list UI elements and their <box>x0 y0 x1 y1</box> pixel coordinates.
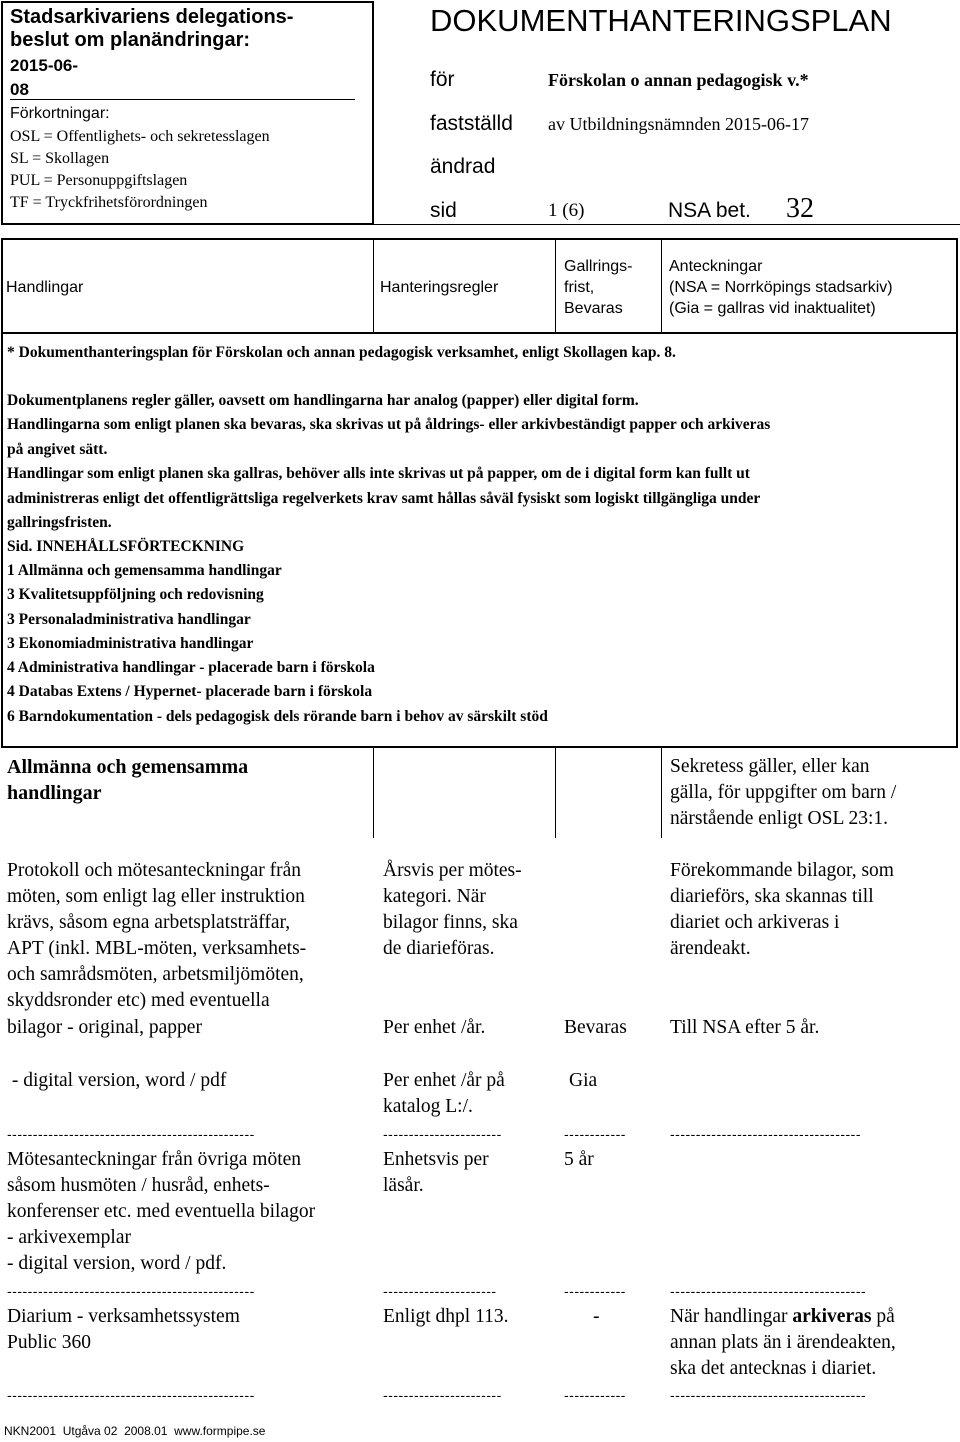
row4-regel: Enligt dhpl 113. <box>383 1306 509 1327</box>
dash-separator: ----------------------- <box>383 1126 502 1142</box>
col-gallring-line3: Bevaras <box>564 300 623 317</box>
row1-handling-line: APT (inkl. MBL-möten, verksamhets- <box>7 938 307 959</box>
row1-regel-per-enhet: Per enhet /år. <box>383 1017 486 1038</box>
section-note-line2: gälla, för uppgifter om barn / <box>670 782 897 803</box>
row4-handling-line: Public 360 <box>7 1332 91 1353</box>
row4-ant-line1 <box>670 1304 895 1330</box>
row1-regel-line: de diarieföras. <box>383 938 495 959</box>
document-title: DOKUMENTHANTERINGSPLAN <box>430 3 892 38</box>
col-hanteringsregler: Hanteringsregler <box>380 279 499 296</box>
row1-regel-line: kategori. När <box>383 886 486 907</box>
row3-handling-line: - digital version, word / pdf. <box>7 1253 227 1274</box>
row1-ant-line: diarieförs, ska skannas till <box>670 886 874 907</box>
col-gallring-line1: Gallrings- <box>564 258 633 275</box>
row1-ant-line: ärendeakt. <box>670 938 751 959</box>
row3-handling-line: konferenser etc. med eventuella bilagor <box>7 1201 316 1222</box>
row1-handling-line: möten, som enligt lag eller instruktion <box>7 886 305 907</box>
row3-handling-line: Mötesanteckningar från övriga möten <box>7 1149 302 1170</box>
delegation-title-line1: Stadsarkivariens delegations- <box>10 6 294 28</box>
row3-regel-line: läsår. <box>383 1175 424 1196</box>
row1-handling-line: och samrådsmöten, arbetsmiljömöten, <box>7 964 304 985</box>
section-note-line1: Sekretess gäller, eller kan <box>670 756 870 777</box>
row3-frist: 5 år <box>564 1149 594 1170</box>
row3-handling-line: - arkivexemplar <box>7 1227 131 1248</box>
nsa-label: NSA bet. <box>668 199 751 222</box>
row2-regel-line: Per enhet /år på <box>383 1070 505 1091</box>
delegation-date-line1: 2015-06- <box>10 56 79 75</box>
row2-frist: Gia <box>569 1070 598 1091</box>
dash-separator: ------------------------------------------------ <box>7 1283 255 1299</box>
row1-regel-line: bilagor finns, ska <box>383 912 518 933</box>
intro-rules: Dokumentplanens regler gäller, oavsett om handlingarna har analog (papper) eller digital form. <box>7 392 639 409</box>
abbr-osl: OSL = Offentlighets- och sekretesslagen <box>10 128 270 145</box>
row1-frist: Bevaras <box>564 1017 627 1038</box>
toc-item: 6 Barndokumentation - dels pedagogisk dels rörande barn i behov av särskilt stöd <box>7 708 548 725</box>
row4-ant-pre: När handlingar <box>670 1306 793 1327</box>
toc-item: 3 Kvalitetsuppföljning och redovisning <box>7 586 264 603</box>
toc-item: 3 Ekonomiadministrativa handlingar <box>7 635 254 652</box>
section-heading-line2: handlingar <box>7 782 102 804</box>
abbreviations-heading: Förkortningar: <box>10 105 110 122</box>
row4-ant-line3: ska det antecknas i diariet. <box>670 1358 877 1379</box>
row1-handling-line: skyddsronder etc) med eventuella <box>7 990 270 1011</box>
row4-handling-line: Diarium - verksamhetssystem <box>7 1306 240 1327</box>
row1-ant-nsa: Till NSA efter 5 år. <box>670 1017 820 1038</box>
faststalld-value: av Utbildningsnämnden 2015-06-17 <box>548 114 809 134</box>
footer-text: NKN2001 Utgåva 02 2008.01 www.formpipe.se <box>4 1424 266 1438</box>
toc-item: 4 Administrativa handlingar - placerade barn i förskola <box>7 659 375 676</box>
intro-scope: * Dokumenthanteringsplan för Förskolan och annan pedagogisk verksamhet, enligt Skollagen kap. 8. <box>7 344 676 361</box>
section-note-line3: närstående enligt OSL 23:1. <box>670 808 889 829</box>
faststalld-label: fastställd <box>430 112 513 135</box>
intro-gallra-line1: Handlingar som enligt planen ska gallras, behöver alls inte skrivas ut på papper, om de i digital form kan fullt ut <box>7 465 750 482</box>
row3-regel-line: Enhetsvis per <box>383 1149 489 1170</box>
row1-regel-line: Årsvis per mötes- <box>383 860 522 881</box>
dash-separator: -------------------------------------- <box>670 1283 867 1299</box>
col-anteckningar-line2: (NSA = Norrköpings stadsarkiv) <box>669 279 893 296</box>
dash-separator: ---------------------- <box>383 1283 497 1299</box>
row1-ant-line: diariet och arkiveras i <box>670 912 840 933</box>
abbr-tf: TF = Tryckfrihetsförordningen <box>10 194 208 211</box>
intro-preserve-line1: Handlingarna som enligt planen ska bevaras, ska skrivas ut på åldrings- eller arkivbeständigt papper och arkiveras <box>7 416 771 433</box>
sid-value: 1 (6) <box>548 200 585 221</box>
row2-handling: - digital version, word / pdf <box>7 1070 227 1091</box>
dash-separator: ------------ <box>564 1126 626 1142</box>
col-anteckningar-line3: (Gia = gallras vid inaktualitet) <box>669 300 876 317</box>
section-heading-line1: Allmänna och gemensamma <box>7 756 249 778</box>
dash-separator: ------------ <box>564 1283 626 1299</box>
nsa-value: 32 <box>786 193 814 224</box>
row1-handling-line: Protokoll och mötesanteckningar från <box>7 860 302 881</box>
row1-handling-line: bilagor - original, papper <box>7 1017 202 1038</box>
col-anteckningar-line1: Anteckningar <box>669 258 763 275</box>
row4-ant-line2: annan plats än i ärendeakten, <box>670 1332 896 1353</box>
delegation-date-line2: 08 <box>10 80 29 99</box>
dash-separator: ------------------------------------------------ <box>7 1387 255 1403</box>
dash-separator: ----------------------- <box>383 1387 502 1403</box>
row2-regel-line: katalog L:/. <box>383 1096 473 1117</box>
toc-item: 3 Personaladministrativa handlingar <box>7 611 251 628</box>
row1-ant-line: Förekommande bilagor, som <box>670 860 894 881</box>
header-bottom-rule <box>373 224 960 225</box>
dash-separator: ------------ <box>564 1387 626 1403</box>
row4-ant-post: på <box>871 1306 895 1327</box>
abbr-sl: SL = Skollagen <box>10 150 110 167</box>
intro-bottom-rule <box>1 746 958 748</box>
row1-handling-line: krävs, såsom egna arbetsplatsträffar, <box>7 912 291 933</box>
dash-separator: ------------------------------------------------ <box>7 1126 255 1142</box>
delegation-title-line2: beslut om planändringar: <box>10 29 251 51</box>
toc-heading: Sid. INNEHÅLLSFÖRTECKNING <box>7 538 245 555</box>
dash-separator: ------------------------------------- <box>670 1126 861 1142</box>
delegation-date-underline <box>10 99 355 100</box>
row4-ant-bold: arkiveras <box>792 1306 872 1327</box>
dash-separator: -------------------------------------- <box>670 1387 867 1403</box>
intro-preserve-line2: på angivet sätt. <box>7 441 108 458</box>
abbr-pul: PUL = Personuppgiftslagen <box>10 172 188 189</box>
intro-gallra-line3: gallringsfristen. <box>7 514 112 531</box>
toc-item: 4 Databas Extens / Hypernet- placerade barn i förskola <box>7 683 373 700</box>
for-value: Förskolan o annan pedagogisk v.* <box>548 70 809 90</box>
sid-label: sid <box>430 199 457 222</box>
intro-gallra-line2: administreras enligt det offentligrättsliga regelverkets krav samt hållas såväl fysiskt som logiskt tillgängliga under <box>7 490 761 507</box>
col-gallring-line2: frist, <box>564 279 595 296</box>
row3-handling-line: såsom husmöten / husråd, enhets- <box>7 1175 270 1196</box>
row4-frist: - <box>593 1306 600 1327</box>
toc-item: 1 Allmänna och gemensamma handlingar <box>7 562 282 579</box>
andrad-label: ändrad <box>430 155 496 178</box>
for-label: för <box>430 68 455 91</box>
col-handlingar: Handlingar <box>6 279 84 296</box>
